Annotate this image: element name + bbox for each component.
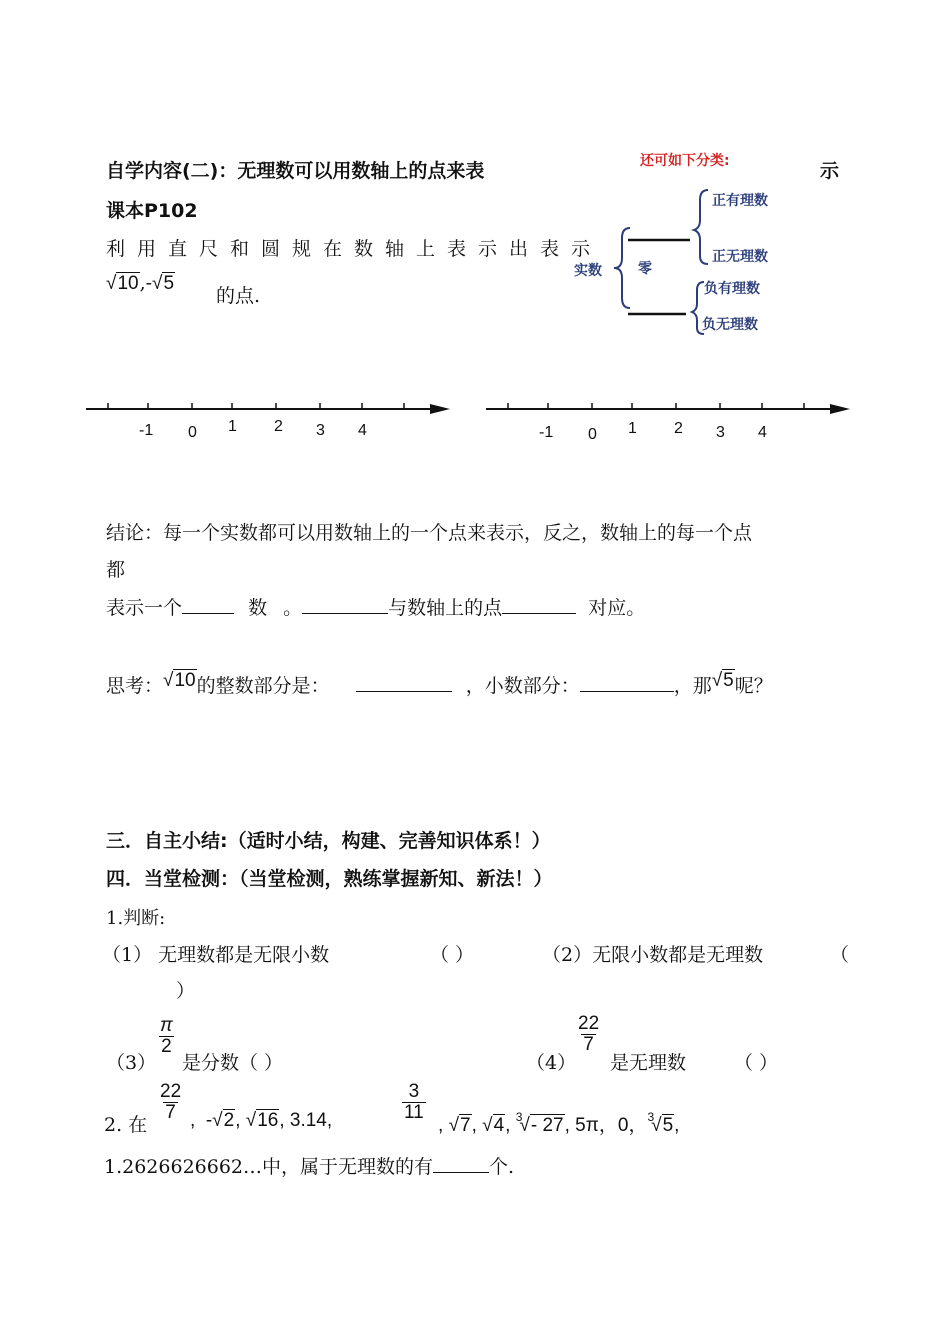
tick-label: 3 — [716, 424, 725, 441]
instruction-expression — [106, 272, 175, 295]
answer-paren-close: ） — [176, 980, 196, 1002]
sqrt-2: √2 — [212, 1110, 235, 1131]
classification-zero: 零 — [638, 261, 652, 277]
section-4-heading: 四．当堂检测：（当堂检测，熟练掌握新知、新法！） — [106, 868, 553, 890]
value-0: 0 — [617, 1115, 629, 1136]
question-1-item-3-text: 是分数（ ） — [182, 1052, 284, 1074]
conclusion-line-3 — [106, 593, 645, 620]
classification-pos-rational: 正有理数 — [712, 193, 768, 209]
question-2-text-end: 个. — [489, 1156, 515, 1178]
textbook-reference: 课本P102 — [106, 200, 198, 222]
fraction-3-over-11: $\frac{3}{11}$ — [404, 1081, 424, 1123]
tick-label: -1 — [139, 422, 154, 439]
sqrt-5: √5 — [711, 670, 734, 691]
think-text: ，小数部分： — [465, 675, 580, 697]
tick-label: 0 — [188, 424, 197, 441]
question-1-label: 1.判断: — [106, 908, 166, 929]
sqrt-4: √4 — [482, 1115, 505, 1136]
think-label: 思考： — [106, 675, 164, 697]
conclusion-text: 。 — [283, 597, 303, 619]
question-1-item-2: （2）无限小数都是无理数 — [542, 944, 764, 966]
answer-paren[interactable]: （ ） — [430, 944, 475, 966]
tick-label: 0 — [588, 426, 597, 443]
value-3-14: 3.14 — [289, 1110, 327, 1131]
sqrt-5: √5 — [152, 273, 175, 294]
answer-blank[interactable] — [502, 595, 576, 614]
fraction-pi-over-2: $\frac{\pi}{2}$ — [160, 1015, 173, 1057]
classification-neg-rational: 负有理数 — [704, 281, 760, 297]
conclusion-text: 与数轴上的点 — [388, 597, 503, 619]
think-line — [106, 670, 773, 698]
question-2-list: , -√2, √16, 3.14, — [190, 1110, 333, 1131]
question-2-line-2 — [104, 1152, 514, 1179]
question-2-text: 1.2626626662…中，属于无理数的有 — [104, 1156, 434, 1178]
conclusion-text: 数 — [248, 597, 268, 619]
tick-label: 2 — [674, 420, 683, 437]
tick-label: 4 — [758, 424, 767, 441]
classification-header: 还可如下分类: — [640, 153, 730, 169]
classification-neg-irrational: 负无理数 — [702, 317, 758, 333]
section-title-tail: 示 — [820, 160, 840, 182]
question-1-item-4-text: 是无理数 — [610, 1052, 687, 1074]
minus-sign: - — [205, 1110, 213, 1131]
conclusion-line-1: 结论：每一个实数都可以用数轴上的一个点来表示，反之，数轴上的每一个点 — [106, 522, 753, 544]
number-line-right — [480, 395, 860, 415]
tick-label: 1 — [228, 418, 237, 435]
sqrt-10: √10 — [163, 670, 196, 691]
tick-label: 1 — [628, 420, 637, 437]
answer-blank[interactable] — [302, 595, 388, 614]
sqrt-7: √7 — [448, 1115, 471, 1136]
section-title: 自学内容(二)：无理数可以用数轴上的点来表 — [106, 160, 485, 182]
number-line-left — [80, 395, 460, 415]
answer-blank[interactable] — [433, 1154, 489, 1173]
conclusion-text: 对应。 — [588, 597, 646, 619]
question-2-list-continued: , √7, √4, $^3$√- 27, 5π，0，$^3$√5, — [438, 1110, 680, 1136]
think-text: ，那 — [673, 675, 712, 697]
answer-paren-open[interactable]: （ — [830, 944, 850, 966]
tick-label: 2 — [274, 418, 283, 435]
classification-pos-irrational: 正无理数 — [712, 249, 768, 265]
question-1-item-1: （1） 无理数都是无限小数 — [102, 944, 330, 966]
section-3-heading: 三．自主小结:（适时小结，构建、完善知识体系！） — [106, 830, 551, 852]
tick-label: 4 — [358, 422, 367, 439]
answer-blank[interactable] — [182, 595, 234, 614]
tick-label: 3 — [316, 422, 325, 439]
expr-separator: ,- — [139, 272, 153, 294]
answer-blank[interactable] — [580, 673, 674, 692]
cbrt-neg-27: $^3$√- 27 — [515, 1110, 564, 1136]
think-text: 的整数部分是： — [196, 675, 330, 697]
conclusion-text: 表示一个 — [106, 597, 183, 619]
cbrt-5: $^3$√5 — [647, 1110, 674, 1136]
question-2-label: 2. 在 — [104, 1114, 148, 1136]
value-5pi: 5π — [575, 1115, 599, 1136]
sqrt-16: √16 — [245, 1110, 279, 1131]
classification-real: 实数 — [574, 263, 602, 279]
sqrt-10: √10 — [106, 273, 139, 294]
tick-label: -1 — [539, 424, 554, 441]
fraction-22-over-7: $\frac{22}{7}$ — [578, 1013, 600, 1055]
question-1-item-4-label: （4） — [526, 1052, 577, 1074]
answer-paren[interactable]: （ ） — [734, 1052, 779, 1074]
instruction-tail: 的点. — [216, 285, 261, 307]
conclusion-line-2: 都 — [106, 559, 126, 581]
fraction-22-over-7: $\frac{22}{7}$ — [160, 1081, 182, 1123]
answer-blank[interactable] — [356, 673, 452, 692]
think-text: 呢？ — [734, 675, 773, 697]
instruction-text: 利用直尺和圆规在数轴上表示出表示 — [106, 238, 603, 260]
question-1-item-3-label: （3） — [106, 1052, 157, 1074]
